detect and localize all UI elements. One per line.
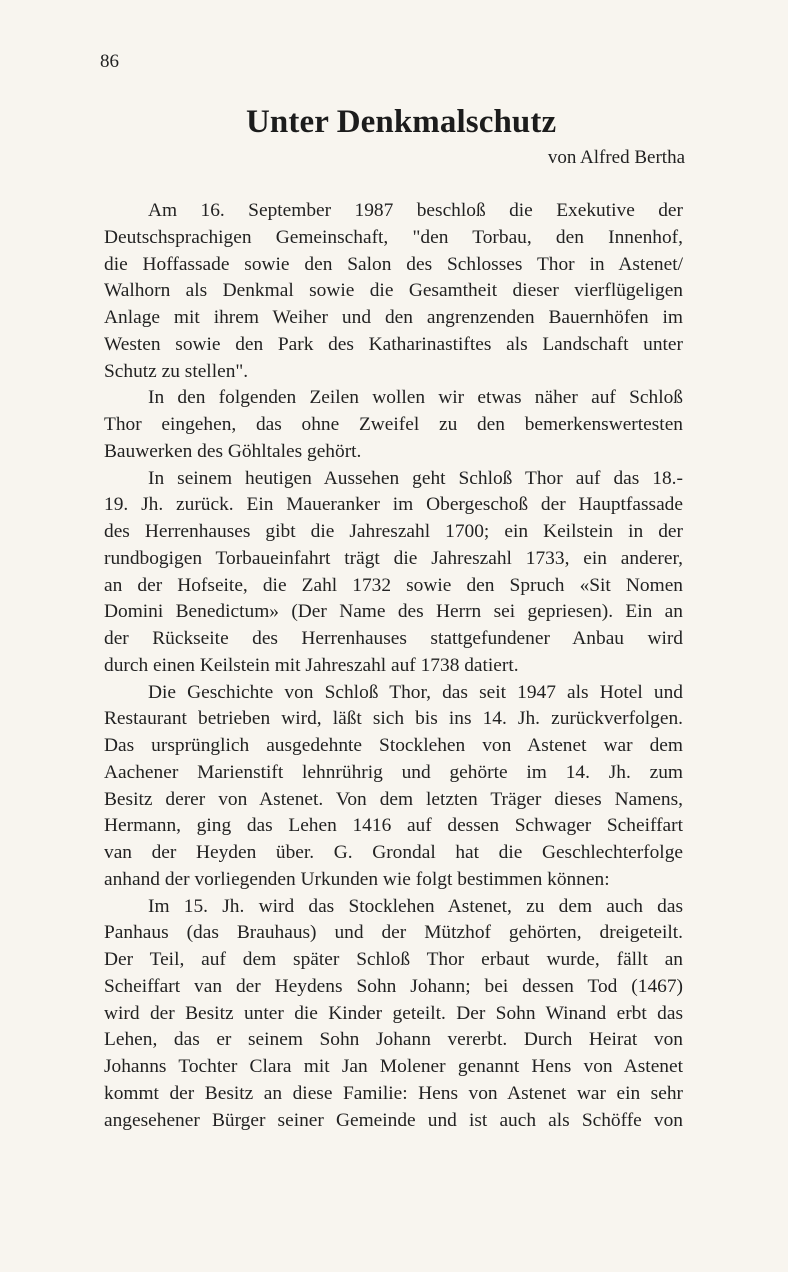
text-line: Restaurant betrieben wird, läßt sich bis ins 14. Jh. zurückverfolgen.	[104, 708, 683, 730]
text-line: Im 15. Jh. wird das Stocklehen Astenet, zu dem auch das	[148, 895, 683, 917]
text-line: Besitz derer von Astenet. Von dem letzten Träger dieses Namens,	[104, 788, 683, 810]
text-line: Thor eingehen, das ohne Zweifel zu den bemerkenswertesten	[104, 414, 683, 435]
text-line: 19. Jh. zurück. Ein Maueranker im Obergeschoß der Hauptfassade	[104, 494, 683, 516]
text-line: Das ursprünglich ausgedehnte Stocklehen von Astenet war dem	[104, 735, 683, 756]
text-line: In den folgenden Zeilen wollen wir etwas näher auf Schloß	[148, 387, 683, 409]
text-line: Anlage mit ihrem Weiher und den angrenzenden Bauernhöfen im	[104, 307, 683, 328]
text-line: Bauwerken des Göhltales gehört.	[104, 440, 362, 462]
text-line: Walhorn als Denkmal sowie die Gesamtheit dieser vierflügeligen	[104, 280, 683, 302]
text-line: Johanns Tochter Clara mit Jan Molener genannt Hens von Astenet	[104, 1056, 683, 1077]
text-line: der Rückseite des Herrenhauses stattgefundener Anbau wird	[104, 628, 683, 649]
text-line: van der Heyden über. G. Grondal hat die Geschlechterfolge	[104, 842, 683, 863]
page-title: Unter Denkmalschutz	[246, 104, 557, 140]
page-number: 86	[100, 51, 119, 72]
text-line: Der Teil, auf dem später Schloß Thor erbaut wurde, fällt an	[104, 949, 683, 970]
text-line: Panhaus (das Brauhaus) und der Mützhof gehörten, dreigeteilt.	[104, 922, 683, 944]
text-line: Lehen, das er seinem Sohn Johann vererbt. Durch Heirat von	[104, 1029, 683, 1051]
text-line: anhand der vorliegenden Urkunden wie folgt bestimmen können:	[104, 868, 610, 890]
article-body	[104, 198, 683, 1134]
text-line: an der Hofseite, die Zahl 1732 sowie den Spruch «Sit Nomen	[104, 574, 683, 596]
text-line: Schutz zu stellen".	[104, 360, 249, 382]
text-line: des Herrenhauses gibt die Jahreszahl 1700; ein Keilstein in der	[104, 521, 683, 542]
author-byline: von Alfred Bertha	[547, 147, 685, 168]
text-line: kommt der Besitz an diese Familie: Hens von Astenet war ein sehr	[104, 1082, 683, 1104]
text-line: wird der Besitz unter die Kinder geteilt. Der Sohn Winand erbt das	[104, 1002, 683, 1024]
text-line: durch einen Keilstein mit Jahreszahl auf 1738 datiert.	[104, 654, 519, 676]
text-line: Hermann, ging das Lehen 1416 auf dessen Schwager Scheiffart	[104, 815, 683, 837]
text-line: Am 16. September 1987 beschloß die Exekutive der	[148, 200, 683, 221]
text-line: die Hoffassade sowie den Salon des Schlosses Thor in Astenet/	[104, 253, 683, 275]
text-line: Die Geschichte von Schloß Thor, das seit 1947 als Hotel und	[148, 681, 683, 703]
text-line: Deutschsprachigen Gemeinschaft, "den Torbau, den Innenhof,	[104, 226, 683, 248]
text-line: Domini Benedictum» (Der Name des Herrn sei gepriesen). Ein an	[104, 601, 683, 623]
text-line: Aachener Marienstift lehnrührig und gehörte im 14. Jh. zum	[104, 761, 683, 783]
text-line: angesehener Bürger seiner Gemeinde und ist auch als Schöffe von	[104, 1109, 683, 1131]
text-line: rundbogigen Torbaueinfahrt trägt die Jahreszahl 1733, ein anderer,	[104, 547, 683, 569]
text-line: Scheiffart van der Heydens Sohn Johann; bei dessen Tod (1467)	[104, 975, 683, 997]
text-line: In seinem heutigen Aussehen geht Schloß Thor auf das 18.-	[148, 467, 683, 489]
text-line: Westen sowie den Park des Katharinastiftes als Landschaft unter	[104, 333, 683, 355]
